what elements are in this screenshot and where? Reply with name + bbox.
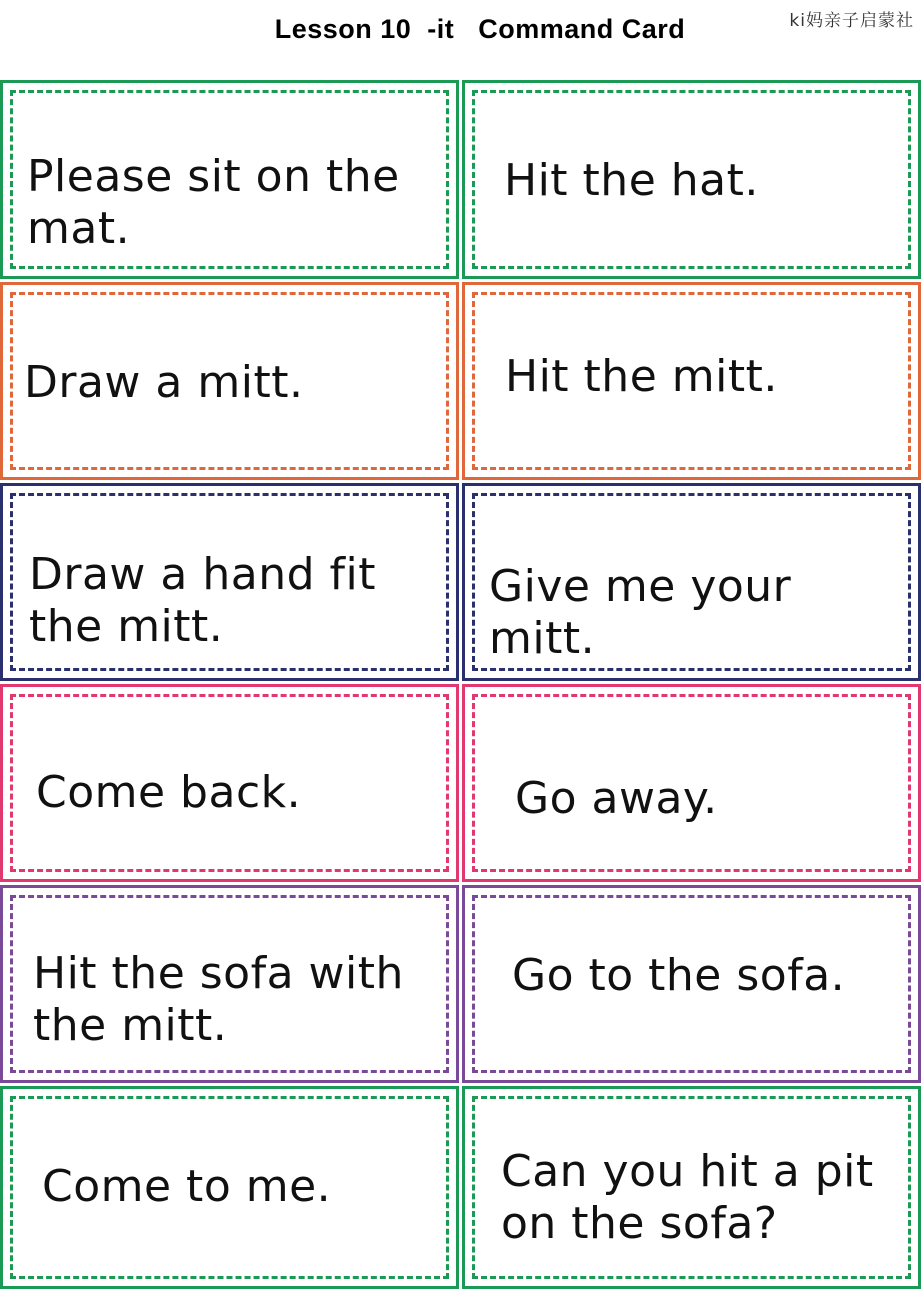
card-text: Draw a mitt. (24, 357, 304, 408)
card-text: Hit the mitt. (505, 351, 778, 402)
command-card-9 (0, 885, 459, 1083)
command-card-12 (462, 1086, 921, 1289)
command-card-5 (0, 483, 459, 681)
card-text: Give me your mitt. (489, 561, 792, 664)
card-text: Go to the sofa. (512, 950, 846, 1001)
card-text: Come to me. (42, 1161, 332, 1212)
watermark-text: ki妈亲子启蒙社 (789, 11, 914, 31)
card-text: Draw a hand fit the mitt. (29, 549, 376, 652)
header (0, 0, 924, 78)
card-text: Hit the hat. (504, 155, 759, 206)
command-card-8 (462, 684, 921, 882)
card-text: Can you hit a pit on the sofa? (501, 1146, 874, 1249)
command-card-4 (462, 282, 921, 480)
command-card-2 (462, 80, 921, 279)
command-card-6 (462, 483, 921, 681)
card-text: Hit the sofa with the mitt. (33, 948, 404, 1051)
command-card-1 (0, 80, 459, 279)
command-card-7 (0, 684, 459, 882)
card-text: Come back. (36, 767, 302, 818)
command-card-11 (0, 1086, 459, 1289)
card-text: Go away. (515, 773, 718, 824)
page-title: Lesson 10 -it Command Card (274, 14, 686, 44)
card-text: Please sit on the mat. (27, 151, 400, 254)
command-card-3 (0, 282, 459, 480)
command-card-10 (462, 885, 921, 1083)
